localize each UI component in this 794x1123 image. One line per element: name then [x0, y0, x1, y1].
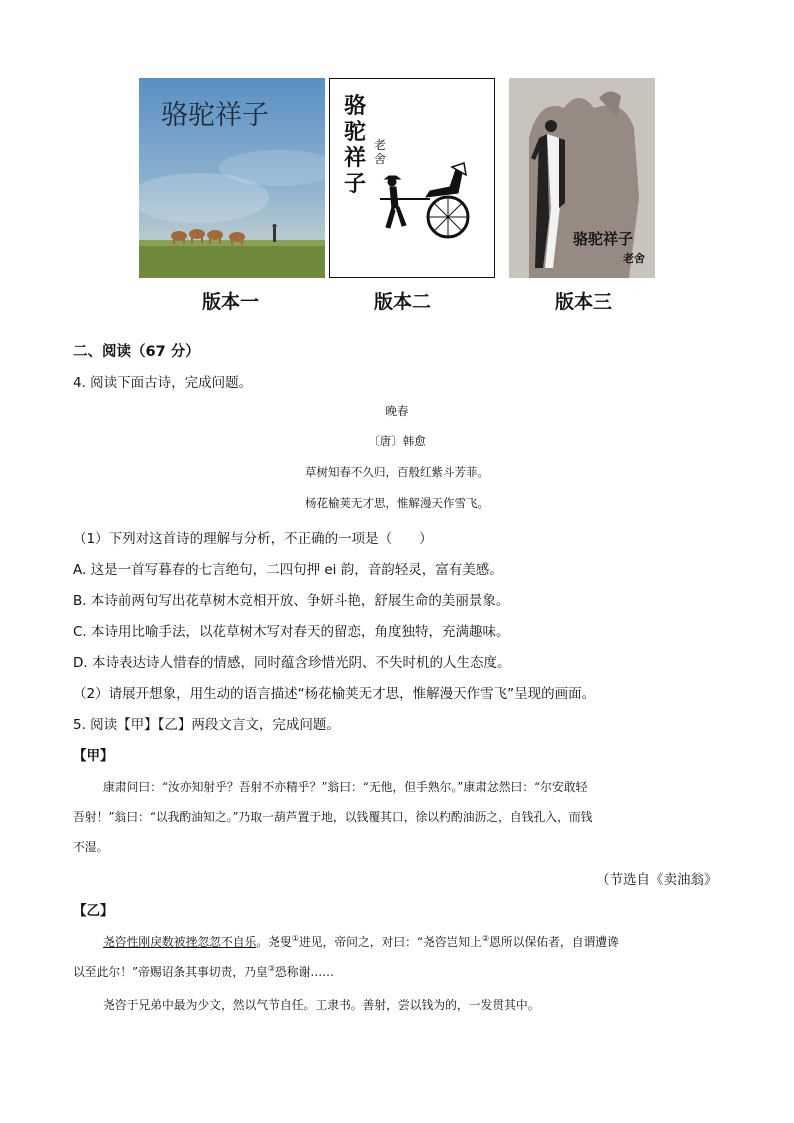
jia-line-3: 不湿。 — [73, 840, 109, 854]
q4-sub2: （2）请展开想象，用生动的语言描述“杨花榆荚无才思，惟解漫天作雪飞”呈现的画面。 — [73, 686, 596, 702]
cover2-title-char-3: 祥 — [344, 145, 367, 171]
cover-version-1-image — [139, 78, 325, 278]
caption-version-2: 版本二 — [374, 291, 432, 313]
jia-label: 【甲】 — [73, 748, 114, 764]
yi-line-1: 尧咨性刚戾数被挫忽忽不自乐。尧叟①进见，帝问之，对曰：“尧咨岂知上②恩所以保佑者，自谓遭谗 — [103, 934, 619, 949]
cover3-title: 骆驼祥子 — [573, 230, 634, 248]
poem-title: 晚春 — [385, 404, 409, 418]
yi-label: 【乙】 — [73, 903, 114, 919]
jia-line-1: 康肃问曰：“汝亦知射乎？吾射不亦精乎？”翁曰：“无他，但手熟尔。”康肃忿然曰：“尔安敢轻 — [103, 780, 588, 794]
cover1-title: 骆驼祥子 — [161, 100, 269, 131]
book-covers — [139, 78, 655, 278]
q4-option-d: D. 本诗表达诗人惜春的情感，同时蕴含珍惜光阴、不失时机的人生态度。 — [73, 655, 511, 671]
cover2-title-char-2: 驼 — [344, 119, 367, 145]
cover2-title-char-4: 子 — [344, 171, 367, 197]
cover2-author-char-2: 舍 — [374, 152, 387, 166]
poem-line-1: 草树知春不久归，百般红紫斗芳菲。 — [305, 465, 489, 479]
q4-option-b: B. 本诗前两句写出花草树木竞相开放、争妍斗艳，舒展生命的美丽景象。 — [73, 593, 510, 609]
q4-option-a: A. 这是一首写暮春的七言绝句，二四句押 ei 韵，音韵轻灵，富有美感。 — [73, 562, 503, 578]
jia-source: （节选自《卖油翁》 — [596, 872, 718, 888]
q4-prompt: 4. 阅读下面古诗，完成问题。 — [73, 375, 253, 391]
yi-underlined-sentence: 尧咨性刚戾数被挫忽忽不自乐 — [103, 935, 257, 949]
poem-author: 〔唐〕韩愈 — [368, 434, 426, 448]
yi-line-2: 以至此尔！”帝赐诏条其事切责，乃皇③恐称谢…… — [73, 964, 334, 979]
cover3-author: 老舍 — [623, 252, 645, 265]
cover-version-3-image — [509, 78, 655, 278]
cover2-author-char-1: 老 — [374, 138, 387, 152]
q5-prompt: 5. 阅读【甲】【乙】两段文言文，完成问题。 — [73, 717, 340, 733]
cover-version-2-image — [329, 78, 495, 278]
yi-line-3: 尧咨于兄弟中最为少文，然以气节自任。工隶书。善射，尝以钱为的，一发贯其中。 — [103, 998, 540, 1012]
caption-version-3: 版本三 — [555, 291, 613, 313]
section-title: 二、阅读（67 分） — [73, 344, 200, 360]
jia-line-2: 吾射！”翁曰：“以我酌油知之。”乃取一葫芦置于地，以钱覆其口，徐以杓酌油沥之，自钱孔入，而钱 — [73, 810, 593, 824]
caption-version-1: 版本一 — [202, 291, 260, 313]
q4-sub1: （1）下列对这首诗的理解与分析，不正确的一项是（ ） — [73, 531, 433, 547]
cover2-title-char-1: 骆 — [344, 93, 367, 119]
rickshaw-puller-icon — [380, 163, 468, 237]
q4-option-c: C. 本诗用比喻手法，以花草树木写对春天的留恋，角度独特，充满趣味。 — [73, 624, 510, 640]
poem-line-2: 杨花榆荚无才思，惟解漫天作雪飞。 — [305, 496, 489, 510]
